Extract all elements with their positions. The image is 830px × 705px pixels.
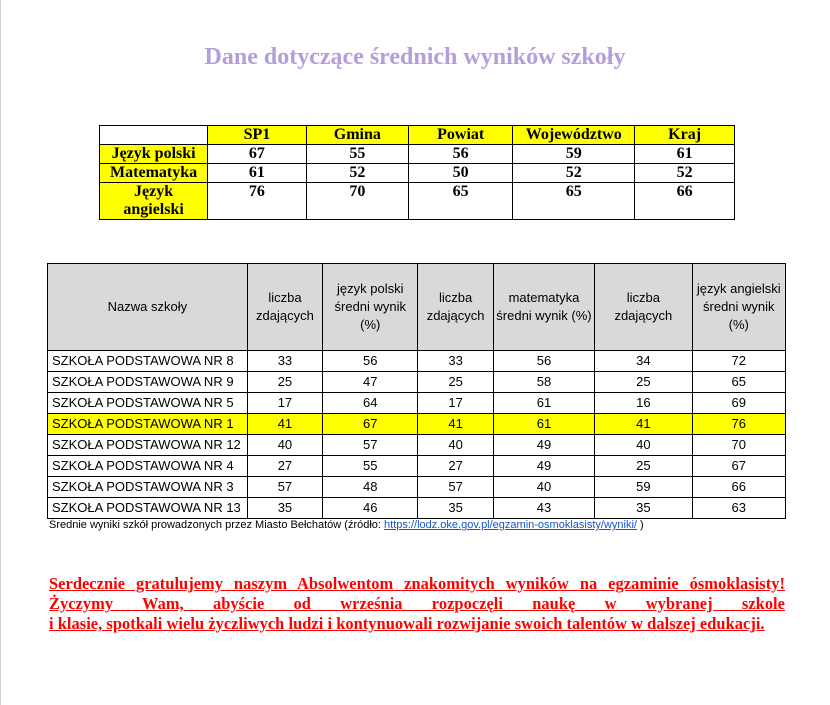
detail-header-row (48, 264, 786, 351)
table-cell: 43 (493, 498, 594, 519)
table-cell: 40 (247, 435, 322, 456)
source-link[interactable]: https://lodz.oke.gov.pl/egzamin-osmoklasisty/wyniki/ (384, 519, 637, 531)
header-school-name: Nazwa szkoły (48, 264, 248, 351)
table-cell: 35 (595, 498, 692, 519)
table-cell: 67 (692, 456, 785, 477)
summary-cell: 65 (513, 183, 635, 220)
table-cell: 27 (247, 456, 322, 477)
summary-cell: 61 (208, 164, 307, 183)
summary-cell: 61 (635, 145, 735, 164)
header-polski-avg: język polski średni wynik (%) (323, 264, 418, 351)
summary-header-wojewodztwo: Województwo (513, 126, 635, 145)
summary-cell: 67 (208, 145, 307, 164)
table-cell: 58 (493, 372, 594, 393)
summary-cell: 55 (306, 145, 408, 164)
table-cell: 49 (493, 456, 594, 477)
school-results-table (47, 263, 786, 519)
header-angielski-avg: język angielski średni wynik (%) (692, 264, 785, 351)
table-cell: 25 (247, 372, 322, 393)
table-row (48, 372, 786, 393)
table-cell: 48 (323, 477, 418, 498)
table-row (48, 477, 786, 498)
table-row (48, 351, 786, 372)
summary-header-sp1: SP1 (208, 126, 307, 145)
summary-cell: 52 (513, 164, 635, 183)
table-cell: 49 (493, 435, 594, 456)
table-cell: 57 (323, 435, 418, 456)
summary-cell: 76 (208, 183, 307, 220)
table-cell: 64 (323, 393, 418, 414)
summary-row-label: Matematyka (100, 164, 208, 183)
header-count-polski: liczba zdających (247, 264, 322, 351)
summary-header-kraj: Kraj (635, 126, 735, 145)
summary-row-label: Język polski (100, 145, 208, 164)
page-title: Dane dotyczące średnich wyników szkoły (204, 44, 626, 70)
table-cell: 57 (247, 477, 322, 498)
header-count-angielski: liczba zdających (595, 264, 692, 351)
table-cell: 61 (493, 414, 594, 435)
detail-body (48, 351, 786, 519)
school-name: SZKOŁA PODSTAWOWA NR 1 (48, 414, 248, 435)
table-cell: 34 (595, 351, 692, 372)
table-cell: 41 (595, 414, 692, 435)
summary-table (99, 125, 735, 220)
table-row (48, 435, 786, 456)
summary-cell: 66 (635, 183, 735, 220)
table-cell: 40 (418, 435, 493, 456)
message-line: Serdecznie gratulujemy naszym Absolwentom znakomitych wyników na egzaminie ósmoklasisty! (49, 574, 785, 593)
summary-cell: 52 (635, 164, 735, 183)
table-cell: 41 (418, 414, 493, 435)
summary-cell: 70 (306, 183, 408, 220)
header-count-matematyka: liczba zdających (418, 264, 493, 351)
message-line: i klasie, spotkali wielu życzliwych ludzi i kontynuowali rozwijanie swoich talentów w dalszej edukacji. (49, 614, 765, 633)
table-cell: 17 (247, 393, 322, 414)
table-cell: 65 (692, 372, 785, 393)
page-edge (0, 0, 1, 705)
table-cell: 59 (595, 477, 692, 498)
table-cell: 66 (692, 477, 785, 498)
school-name: SZKOŁA PODSTAWOWA NR 13 (48, 498, 248, 519)
summary-row-polski (100, 145, 735, 164)
table-cell: 57 (418, 477, 493, 498)
source-suffix: ) (636, 519, 644, 531)
school-name: SZKOŁA PODSTAWOWA NR 4 (48, 456, 248, 477)
summary-cell: 52 (306, 164, 408, 183)
table-row-highlighted (48, 414, 786, 435)
table-cell: 63 (692, 498, 785, 519)
source-note (49, 519, 644, 531)
table-cell: 67 (323, 414, 418, 435)
table-cell: 56 (493, 351, 594, 372)
table-cell: 33 (418, 351, 493, 372)
summary-cell: 50 (409, 164, 513, 183)
table-cell: 16 (595, 393, 692, 414)
school-name: SZKOŁA PODSTAWOWA NR 8 (48, 351, 248, 372)
school-name: SZKOŁA PODSTAWOWA NR 5 (48, 393, 248, 414)
table-cell: 25 (595, 372, 692, 393)
summary-row-matematyka (100, 164, 735, 183)
table-row (48, 456, 786, 477)
summary-header-empty (100, 126, 208, 145)
table-cell: 47 (323, 372, 418, 393)
message-line: Życzymy Wam, abyście od września rozpoczęli naukę w wybranej szkole (49, 594, 785, 613)
summary-cell: 56 (409, 145, 513, 164)
table-cell: 56 (323, 351, 418, 372)
table-cell: 61 (493, 393, 594, 414)
school-name: SZKOŁA PODSTAWOWA NR 3 (48, 477, 248, 498)
summary-header-powiat: Powiat (409, 126, 513, 145)
summary-cell: 59 (513, 145, 635, 164)
table-cell: 41 (247, 414, 322, 435)
summary-row-angielski (100, 183, 735, 220)
table-cell: 27 (418, 456, 493, 477)
table-cell: 40 (595, 435, 692, 456)
source-prefix: Średnie wyniki szkół prowadzonych przez Miasto Bełchatów (źródło: (49, 519, 385, 531)
table-cell: 35 (418, 498, 493, 519)
table-row (48, 498, 786, 519)
table-cell: 69 (692, 393, 785, 414)
table-cell: 35 (247, 498, 322, 519)
table-cell: 46 (323, 498, 418, 519)
summary-header-gmina: Gmina (306, 126, 408, 145)
summary-row-label: Język angielski (100, 183, 208, 220)
congratulations-message (49, 574, 785, 634)
table-cell: 25 (595, 456, 692, 477)
table-cell: 55 (323, 456, 418, 477)
school-name: SZKOŁA PODSTAWOWA NR 9 (48, 372, 248, 393)
table-cell: 17 (418, 393, 493, 414)
table-cell: 72 (692, 351, 785, 372)
table-cell: 40 (493, 477, 594, 498)
table-cell: 70 (692, 435, 785, 456)
school-name: SZKOŁA PODSTAWOWA NR 12 (48, 435, 248, 456)
table-cell: 25 (418, 372, 493, 393)
header-matematyka-avg: matematyka średni wynik (%) (493, 264, 594, 351)
table-cell: 33 (247, 351, 322, 372)
summary-header-row (100, 126, 735, 145)
table-row (48, 393, 786, 414)
table-cell: 76 (692, 414, 785, 435)
summary-cell: 65 (409, 183, 513, 220)
